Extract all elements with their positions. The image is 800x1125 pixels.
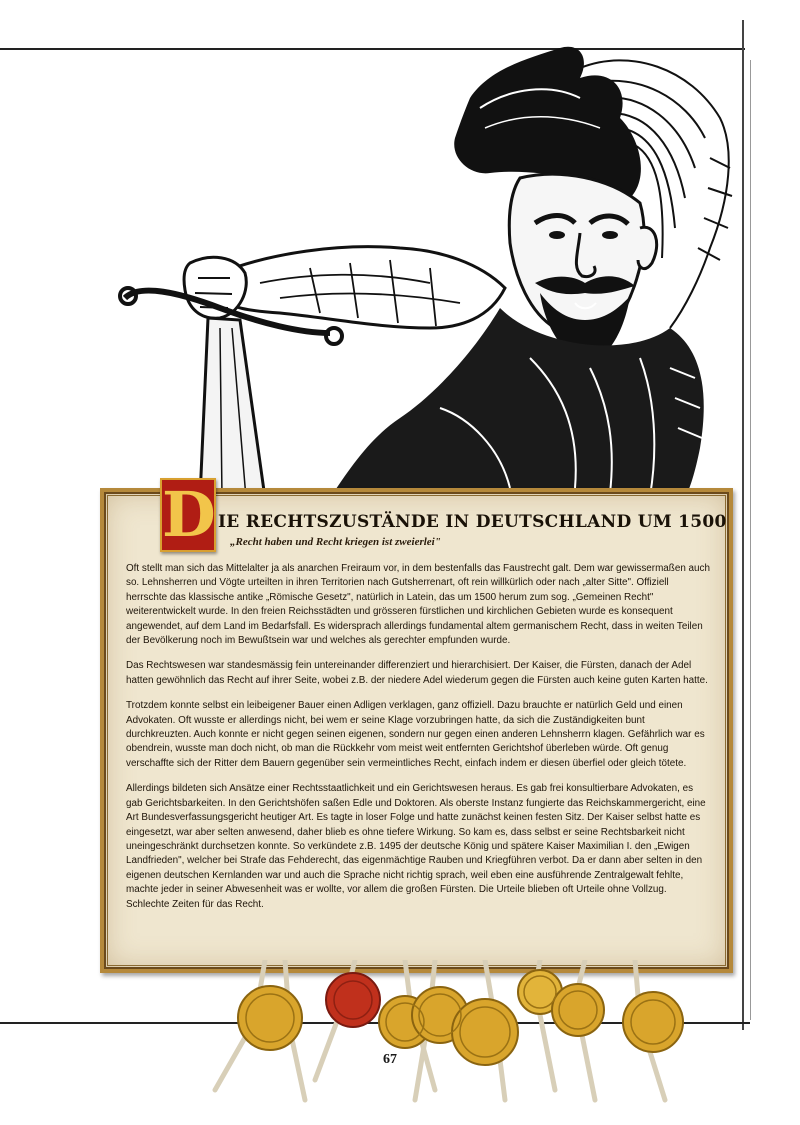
right-rule <box>742 20 744 1030</box>
gold-seal-6 <box>552 984 604 1036</box>
article-body <box>126 562 712 923</box>
wax-seals <box>195 960 715 1110</box>
landsknecht-illustration <box>110 28 740 498</box>
page-title: IE RECHTSZUSTÄNDE IN DEUTSCHLAND UM 1500 <box>218 512 727 532</box>
paragraph-2: Das Rechtswesen war standesmässig fein untereinander differenziert und hierarchisiert. Der Kaiser, die Fürsten, danach der Adel hatten gewöhnlich das Recht auf ihrer Seite, wobei z.B. der niedere Adel wiederum gegen die Fürsten auch keine guten Karten hatte. <box>126 660 708 686</box>
paragraph-3: Trotzdem konnte selbst ein leibeigener Bauer einen Adligen verklagen, ganz offiziell. Dazu brauchte er natürlich Geld und einen Advokaten. Oft wusste er allerdings nicht, bei wem er seine Klage vorzubringen hatte, da sich die Zuständigkeiten bunt durchkreuzten. Auch konnte er nicht gegen seinen eigenen, sondern nur gegen einen anderen Lehnsherrn klagen. Gefährlich war es obendrein, wusste man doch nicht, ob man die Rückkehr vom meist weit entfernten Gerichtshof überleben würde. Oft genug verschaffte sich der Ritter dem Bauern gegenüber sein vermeintliches Recht, einfach indem er diesen überfiel oder gleich tötete. <box>126 700 705 769</box>
gold-seal-1 <box>238 986 302 1050</box>
page-subtitle: „Recht haben und Recht kriegen ist zweierlei" <box>230 536 441 548</box>
paragraph-4: Allerdings bildeten sich Ansätze einer Rechtsstaatlichkeit und ein Gerichtswesen heraus. Es gab frei konsultierbare Advokaten, es gab Gerichtsbarkeiten. In den Gerichtshöfen saßen Edle und Doktoren. Als oberste Instanz fungierte das Reichskammergericht, eine Art Bundesverfassungsgericht heutiger Art. Es tagte in loser Folge und hatte zunächst keinen festen Sitz. Der Kaiser selbst hatte es eingesetzt, war aber selten anwesend, daher blieb es ohne tiefere Wirkung. So kam es, dass selbst er seine Rechtsbarkeit nicht uneingeschränkt durchsetzen konnte. So verkündete z.B. 1495 der deutsche König und spätere Kaiser Maximilian I. den „Ewigen Landfrieden", welcher bei Strafe das Fehderecht, das eigenmächtige Rauben und Kriegführen verbot. Da er dann aber selten in den eigenen deutschen Kernlanden war und auch die Sprache nicht richtig sprach, weil eben eine ausführende Zentralgewalt fehlte, machte jeder in seiner Abwesenheit was er wollte, vor allem die großen Fürsten. Die Urteile blieben oft Urteile ohne Vollzug. Schlechte Zeiten für das Recht. <box>126 783 706 910</box>
right-rule-inner <box>750 60 751 1020</box>
gold-seal-7 <box>623 992 683 1052</box>
paragraph-1: Oft stellt man sich das Mittelalter ja als anarchen Freiraum vor, in dem bestenfalls das Faustrecht galt. Dem war gewissermaßen auch so. Lehnsherren und Vögte urteilten in ihren Territorien nach Gutsherrenart, oft rein willkürlich oder nach „alter Sitte". Offiziell herrschte das klassische antike „Römische Gesetz", natürlich in Latein, das um 1500 herum zum sog. „Gemeinen Recht" weiterentwickelt wurde. In den freien Reichsstädten und grösseren fürstlichen und kirchlichen Gebieten wurde es konsequent angewendet, auf dem Land im Bedarfsfall. Es widersprach allerdings fundamental altem germanischem Recht, dass in weiten Teilen der Bevölkerung noch im Bewußtsein war und welches als gerechter empfunden wurde. <box>126 563 710 647</box>
page-number: 67 <box>383 1052 397 1067</box>
title-dropcap: D <box>162 478 216 551</box>
gold-seal-4 <box>452 999 518 1065</box>
parchment-text-panel <box>100 478 733 973</box>
